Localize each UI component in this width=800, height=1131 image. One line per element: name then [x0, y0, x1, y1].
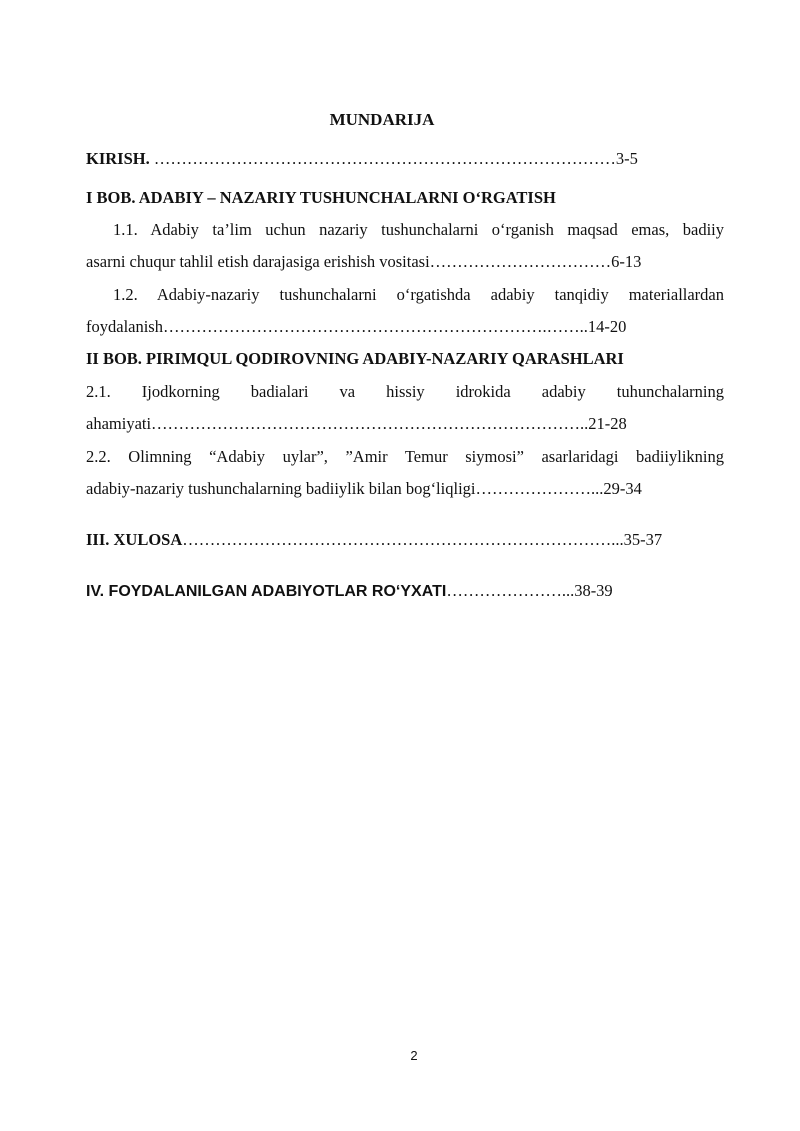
toc-entry-2-2-line2[interactable]: adabiy-nazariy tushunchalarning badiiylik bilan bog‘liqligi…………………...29-34 — [86, 479, 642, 498]
toc-entry-label: III. XULOSA — [86, 530, 183, 549]
toc-page-range: 3-5 — [615, 149, 638, 168]
toc-title: MUNDARIJA — [329, 110, 435, 129]
toc-entry-1-2-line2[interactable]: foydalanish…………………………………………………………….……..14-20 — [86, 317, 627, 336]
toc-entry-2-2-line1[interactable]: 2.2. Olimning “Adabiy uylar”, ”Amir Temur siymosi” asarlaridagi badiiylikning — [86, 447, 724, 466]
chapter-heading-1[interactable]: I BOB. ADABIY – NAZARIY TUSHUNCHALARNI O‘RGATISH — [86, 188, 556, 207]
toc-leader-dots: ………………………………………………………………………… — [149, 149, 616, 168]
toc-entry-1-2-line1[interactable]: 1.2. Adabiy-nazariy tushunchalarni o‘rgatishda adabiy tanqidiy materiallardan — [113, 285, 724, 304]
toc-leader-dots: …………………... — [446, 581, 575, 600]
toc-leader-dots: ……………………………………………………………………... — [182, 530, 624, 549]
toc-entry-1-1-line1[interactable]: 1.1. Adabiy ta’lim uchun nazariy tushunchalarni o‘rganish maqsad emas, badiiy — [113, 220, 724, 239]
toc-entry-xulosa[interactable] — [86, 528, 724, 552]
chapter-heading-2[interactable]: II BOB. PIRIMQUL QODIROVNING ADABIY-NAZARIY QARASHLARI — [86, 349, 624, 368]
toc-entry-foydalanilgan[interactable] — [86, 579, 724, 604]
toc-page-range: 38-39 — [574, 581, 613, 600]
toc-entry-2-1-line2[interactable]: ahamiyati……………………………………………………………………..21-28 — [86, 414, 627, 433]
page-number: 2 — [410, 1048, 418, 1063]
toc-entry-2-1-line1[interactable]: 2.1. Ijodkorning badialari va hissiy idrokida adabiy tuhunchalarning — [86, 382, 724, 401]
toc-entry-label: KIRISH. — [86, 149, 150, 168]
toc-entry-kirish[interactable] — [86, 147, 724, 171]
toc-entry-label: IV. FOYDALANILGAN ADABIYOTLAR RO‘YXATI — [86, 583, 447, 600]
toc-page-range: 35-37 — [623, 530, 663, 549]
toc-entry-1-1-line2[interactable]: asarni chuqur tahlil etish darajasiga erishish vositasi……………………………6-13 — [86, 252, 642, 271]
